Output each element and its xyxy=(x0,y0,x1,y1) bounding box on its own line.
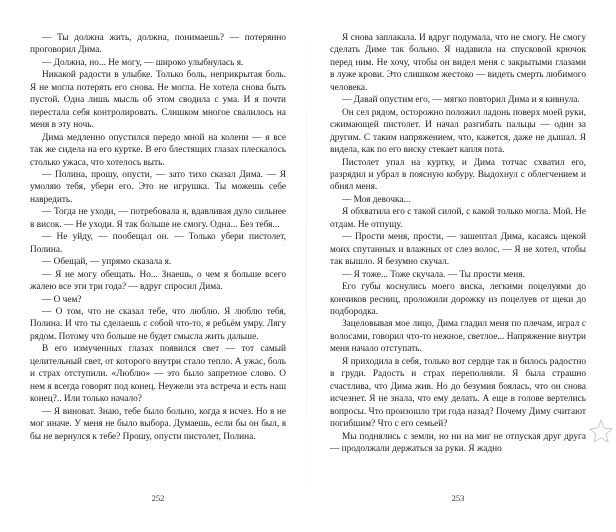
paragraph: — Я виноват. Знаю, тебе было больно, когда я исчез. Но я не мог иначе. У меня не было выбора. Думаешь, если бы он был, я бы не вернулся к тебе? Прошу, опусти пистолет, Полина. xyxy=(30,406,286,442)
paragraph: В его измученных глазах появился свет — тот самый целительный свет, от которого внутри стало тепло. А ужас, боль и страх отступили. «Люблю» — это было запретное слово. О нем я всегда говорят под конец. Неужели эта встреча и есть наш конец?.. Или только начало? xyxy=(30,344,286,405)
paragraph: Мы поднялись с земли, но ни на миг не отпуская друг друга — продолжали держаться за руки. Я жадно xyxy=(330,431,586,454)
paragraph: Никакой радости в улыбке. Только боль, неприкрытая боль. Я не могла потерять его снова. Не могла. Не хотела снова быть пустой. Одна лишь мысль об этом сводила с ума. И я почти перестала себя контролировать. Слишком многое свалилось на меня в эту ночь. xyxy=(30,70,286,131)
gutter-divider xyxy=(306,0,307,532)
paragraph: — Должна, но... Не могу, — широко улыбнулась я. xyxy=(42,57,244,68)
right-page xyxy=(330,32,586,502)
paragraph: Я приходила в себя, только вот сердце так и билось радостно в груди. Радость и страх переполняли. Я была страшно счастлива, что Дима жив. Но до безумия боялась, что он снова исчезнет. Я не знала, что ему делать. А еще в голове вертелись вопросы. Что произошло три года назад? Почему Диму считают погибшим? Что с его семьей? xyxy=(330,356,586,430)
left-page xyxy=(30,32,286,502)
paragraph: Я обхватила его с такой силой, с какой только могла. Мой. Не отдам. Не отпущу. xyxy=(330,207,586,230)
paragraph: Его губы коснулись моего виска, легкими поцелуями до кончиков ресниц, проложили дорожку из поцелуев от щеки до подбородка. xyxy=(330,282,586,317)
paragraph: Дима медленно опустился передо мной на колени — я все так же сидела на его куртке. В его блестящих глазах плескалось столько ужаса, что хотелось выть. xyxy=(30,132,286,168)
paragraph: — Прости меня, прости, — зашептал Дима, касаясь щекой моих спутанных и влажных от слез волос. — Я не хотел, чтобы так вышло. Я безумно скучал. xyxy=(330,232,586,268)
paragraph: Я снова заплакала. И вдруг подумала, что не смогу. Не смогу сделать Диме так больно. Я надавила на спусковой крючок перед ним. Не хочу, чтобы он видел меня с закрытыми глазами в луже крови. Это слишком жестоко — видеть смерть любимого человека. xyxy=(330,33,586,93)
star-outline-icon xyxy=(588,418,614,444)
page-number-right: 253 xyxy=(451,493,465,503)
paragraph: — Моя девочка... xyxy=(342,194,411,205)
paragraph: — Я не могу обещать. Но... Знаешь, о чем я больше всего жалею все эти три года? — вдруг спросил Дима. xyxy=(30,269,286,293)
page-number-left: 252 xyxy=(151,493,165,503)
paragraph: Он сел рядом, осторожно положил ладонь поверх моей руки, сжимающей пистолет. И начал разгибать пальцы — один за другим. С таким напряжением, что, кажется, даже не дышал. Я видела, как по его виску стекает капля пота. xyxy=(330,107,586,156)
paragraph: — О том, что не сказал тебе, что люблю. Я люблю тебя, Полина. И что ты сделаешь с собой что-то, я ребьём умру. Лягу рядом. Потому что больше не будет смысла жить дальше. xyxy=(30,306,286,342)
paragraph: — Тогда не уходи, — потребовала я, вдавливая дуло сильнее в висок. — Не уходи. Я так больше не смогу. Одна... Без тебя... xyxy=(30,207,286,230)
paragraph: — Полина, прошу, опусти, — зато тихо сказал Дима. — Я умоляю тебя, убери его. Это не игрушка. Ты можешь себе навредить. xyxy=(30,169,286,205)
paragraph: — Не уйду, — пообещал он. — Только убери пистолет, Полина. xyxy=(30,232,286,255)
paragraph: — О чем? xyxy=(42,294,82,305)
paragraph: Пистолет упал на куртку, и Дима тотчас схватил его, разрядил и убрал в поясную кобуру. Выдохнул с облегчением и обнял меня. xyxy=(330,157,586,193)
paragraph: — Ты должна жить, должна, понимаешь? — потерянно проговорил Дима. xyxy=(30,33,286,56)
paragraph: — Давай опустим его, — мягко повторил Дима и я кивнула. xyxy=(342,95,580,106)
paragraph: — Я тоже... Тоже скучала. — Ты прости меня. xyxy=(342,269,525,280)
paragraph: — Обещай, — упрямо сказала я. xyxy=(42,257,172,268)
paragraph: Зацеловывая мое лицо, Дима гладил меня по плечам, играл с волосами, говорил что-то нежное, светлое... Напряжение внутри меня начало отступать. xyxy=(330,319,586,355)
